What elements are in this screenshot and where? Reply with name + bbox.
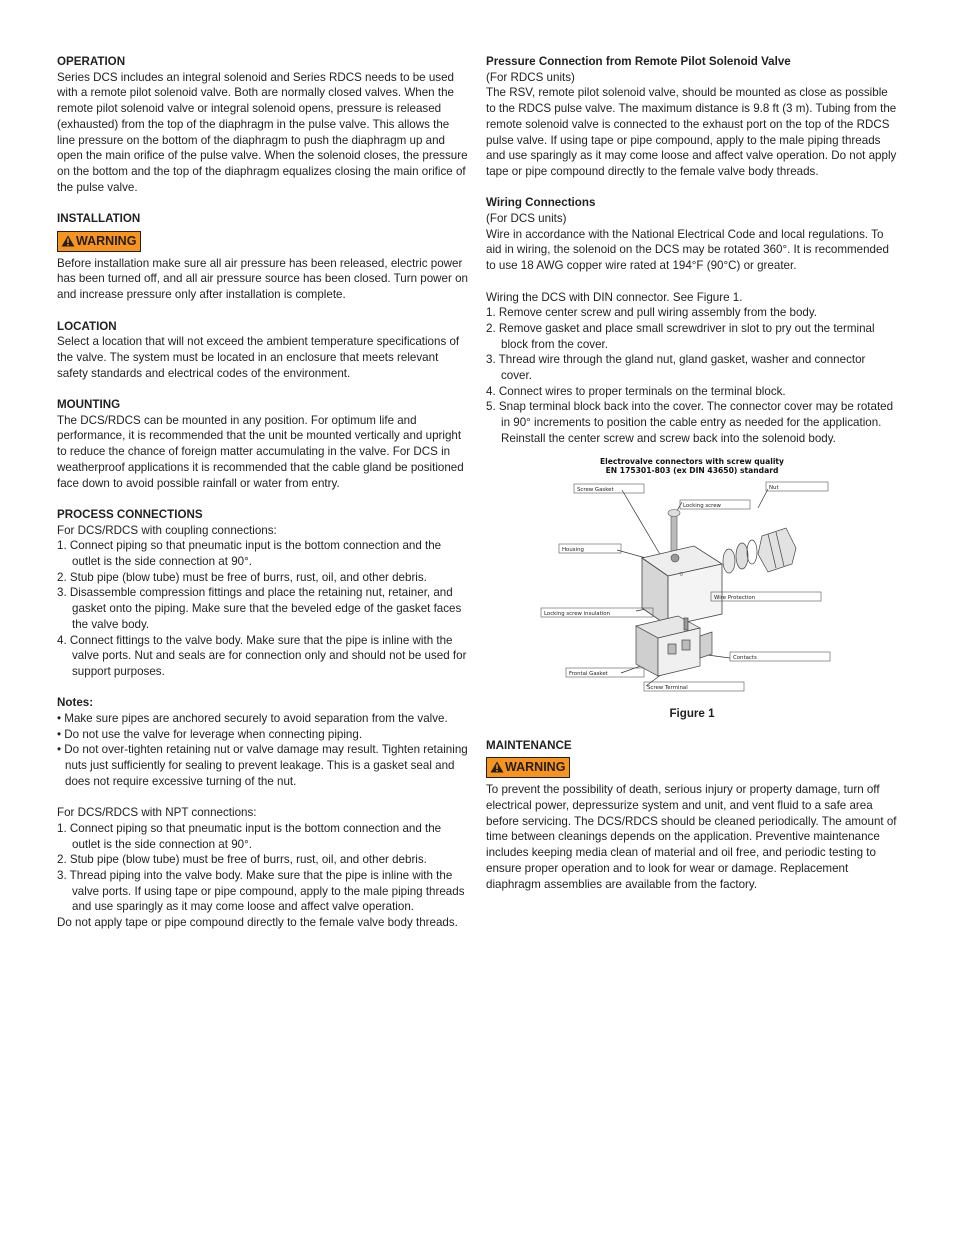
mounting-text: The DCS/RDCS can be mounted in any position. For optimum life and performance, it is recommended that the unit be mounted vertically and upright to reduce the chance of foreign matter accumulating in the valve. For DCS in weatherproof applications it is recommended that the cable gland be positioned face down to avoid possible rainfall or water from entry. xyxy=(57,413,464,490)
location-text: Select a location that will not exceed the ambient temperature specifications of the valve. The system must be located in an enclosure that meets relevant safety standards and electrical codes of the environment. xyxy=(57,335,460,380)
label-locking-screw-insulation: Locking screw insulation xyxy=(544,610,610,617)
list-item: • Make sure pipes are anchored securely to avoid separation from the valve. xyxy=(57,712,448,726)
din-wiring-steps xyxy=(486,305,898,446)
label-contacts: Contacts xyxy=(733,654,757,661)
mounting-section xyxy=(57,397,469,491)
list-item: 3. Thread wire through the gland nut, gland gasket, washer and connector cover. xyxy=(486,353,866,383)
label-frontal-gasket: Frontal Gasket xyxy=(569,670,608,677)
wiring-connections-subtitle: (For DCS units) xyxy=(486,212,567,226)
npt-section xyxy=(57,805,469,931)
din-wiring-section xyxy=(486,290,898,447)
maintenance-text: To prevent the possibility of death, serious injury or property damage, turn off electrical power, depressurize system and unit, and vent fluid to a safe area before servicing. The DCS/RDCS should be cleaned periodically. The amount of time between cleanings depends on the application. Preventive maintenance includes keeping media clean of material and oil free, and periodic testing to ensure proper operation and to look for wear or damage. Replacement diaphragm assemblies are available from the factory. xyxy=(486,783,897,891)
label-housing: Housing xyxy=(562,546,584,553)
list-item: 3. Thread piping into the valve body. Make sure that the pipe is inline with the valve ports. If using tape or pipe compound, apply to the male piping threads and use sparingly as it may come loose and affect valve operation. xyxy=(57,869,465,914)
list-item: 1. Connect piping so that pneumatic input is the bottom connection and the outlet is the side connection at 90°. xyxy=(57,821,442,851)
list-item: 1. Connect piping so that pneumatic input is the bottom connection and the outlet is the side connection at 90°. xyxy=(57,539,442,569)
din-connector-exploded-diagram xyxy=(486,476,898,698)
list-item: 4. Connect wires to proper terminals on the terminal block. xyxy=(486,384,786,398)
din-wiring-intro: Wiring the DCS with DIN connector. See Figure 1. xyxy=(486,290,743,304)
figure-caption: Figure 1 xyxy=(669,707,715,721)
wiring-connections-heading: Wiring Connections xyxy=(486,196,596,210)
installation-section xyxy=(57,211,469,303)
process-connections-intro: For DCS/RDCS with coupling connections: xyxy=(57,523,277,537)
installation-text: Before installation make sure all air pressure has been released, electric power has been turned off, and all air pressure source has been closed. Turn power on and increase pressure only after installation is complete. xyxy=(57,256,468,302)
maintenance-warning-badge xyxy=(486,757,570,778)
location-section xyxy=(57,319,469,382)
wiring-connections-text: Wire in accordance with the National Electrical Code and local regulations. To aid in wiring, the solenoid on the DCS may be rotated 360°. It is recommended to use 18 AWG copper wire rated at 194°F (90°C) or greater. xyxy=(486,227,889,273)
maintenance-heading: MAINTENANCE xyxy=(486,738,572,752)
process-connections-heading: PROCESS CONNECTIONS xyxy=(57,507,203,521)
svg-text:D: D xyxy=(679,570,685,578)
pressure-connection-section xyxy=(486,54,898,180)
list-item: 1. Remove center screw and pull wiring assembly from the body. xyxy=(486,306,817,320)
list-item: • Do not use the valve for leverage when connecting piping. xyxy=(57,727,363,741)
warning-triangle-icon xyxy=(490,761,504,773)
label-screw-terminal: Screw Terminal xyxy=(647,684,688,691)
list-item: 5. Snap terminal block back into the cover. The connector cover may be rotated in 90° increments to position the cable entry as needed for the application. Reinstall the center screw and screw back into the solenoid body. xyxy=(486,400,894,445)
figure-title-line-2: EN 175301-803 (ex DIN 43650) standard xyxy=(605,466,779,476)
operation-text: Series DCS includes an integral solenoid and Series RDCS needs to be used with a remote pilot solenoid valve. Both are normally closed valves. When the remote pilot solenoid valve or integral solenoid opens, pressure is released (exhausted) from the top of the diaphragm in the pulse valve. This allows the line pressure on the bottom of the diaphragm to push the diaphragm up and open the main orifice of the pulse valve. When the solenoid closes, the pressure on the bottom and the top of the diaphragm equalizes closing the main orifice of the pulse valve. xyxy=(57,70,468,194)
notes-list xyxy=(57,711,469,790)
list-item: 2. Stub pipe (blow tube) must be free of burrs, rust, oil, and other debris. xyxy=(57,853,427,867)
pressure-connection-heading: Pressure Connection from Remote Pilot Solenoid Valve xyxy=(486,55,791,68)
npt-steps xyxy=(57,821,469,915)
process-connections-section xyxy=(57,507,469,680)
list-item: 2. Stub pipe (blow tube) must be free of burrs, rust, oil, and other debris. xyxy=(57,570,427,584)
location-heading: LOCATION xyxy=(57,319,117,333)
process-connections-steps xyxy=(57,538,469,679)
npt-intro: For DCS/RDCS with NPT connections: xyxy=(57,806,257,820)
label-nut: Nut xyxy=(769,484,779,491)
list-item: 4. Connect fittings to the valve body. Make sure that the pipe is inline with the valve ports. Nut and seals are for connection only and should not be used for support purposes. xyxy=(57,633,467,678)
maintenance-section xyxy=(486,738,898,893)
label-screw-gasket: Screw Gasket xyxy=(577,486,614,493)
figure-title-line-1: Electrovalve connectors with screw quality xyxy=(599,456,785,466)
npt-closing-note: Do not apply tape or pipe compound directly to the female valve body threads. xyxy=(57,916,458,930)
list-item: 2. Remove gasket and place small screwdriver in slot to pry out the terminal block from the cover. xyxy=(486,321,875,351)
wiring-connections-section xyxy=(486,195,898,274)
list-item: • Do not over-tighten retaining nut or valve damage may result. Tighten retaining nuts just sufficiently for sealing to prevent leakage. This is a gasket seal and does not require excessive turning of the nut. xyxy=(57,743,468,788)
housing-shape xyxy=(642,546,722,626)
maintenance-warning-label: WARNING xyxy=(505,760,566,775)
list-item: 3. Disassemble compression fittings and place the retaining nut, retainer, and gasket onto the piping. Make sure that the beveled edge of the gasket faces the valve body. xyxy=(57,586,462,631)
notes-heading: Notes: xyxy=(57,696,94,710)
label-locking-screw: Locking screw xyxy=(683,502,721,509)
label-wire-protection: Wire Protection xyxy=(714,594,756,601)
cable-gland-shape xyxy=(723,528,796,573)
right-column xyxy=(486,54,898,892)
installation-warning-label: WARNING xyxy=(76,233,137,248)
mounting-heading: MOUNTING xyxy=(57,398,121,412)
notes-section xyxy=(57,695,469,789)
installation-warning-badge xyxy=(57,231,141,252)
figure-1 xyxy=(486,457,898,722)
terminal-block-shape xyxy=(636,616,712,676)
installation-heading: INSTALLATION xyxy=(57,212,141,226)
pressure-connection-text: The RSV, remote pilot solenoid valve, should be mounted as close as possible to the RDCS pulse valve. The maximum distance is 9.8 ft (3 m). Tubing from the remote solenoid valve is connected to the exhaust port on the top of the RDCS pulse valve. If using tape or pipe compound, apply to the male piping threads and use sparingly as it may come loose and affect valve operation. Do not apply tape or pipe compound directly to the female valve body threads. xyxy=(486,86,897,178)
left-column xyxy=(57,54,469,931)
warning-triangle-icon xyxy=(61,235,75,247)
operation-section xyxy=(57,54,469,195)
operation-heading: OPERATION xyxy=(57,55,126,68)
pressure-connection-subtitle: (For RDCS units) xyxy=(486,70,575,84)
